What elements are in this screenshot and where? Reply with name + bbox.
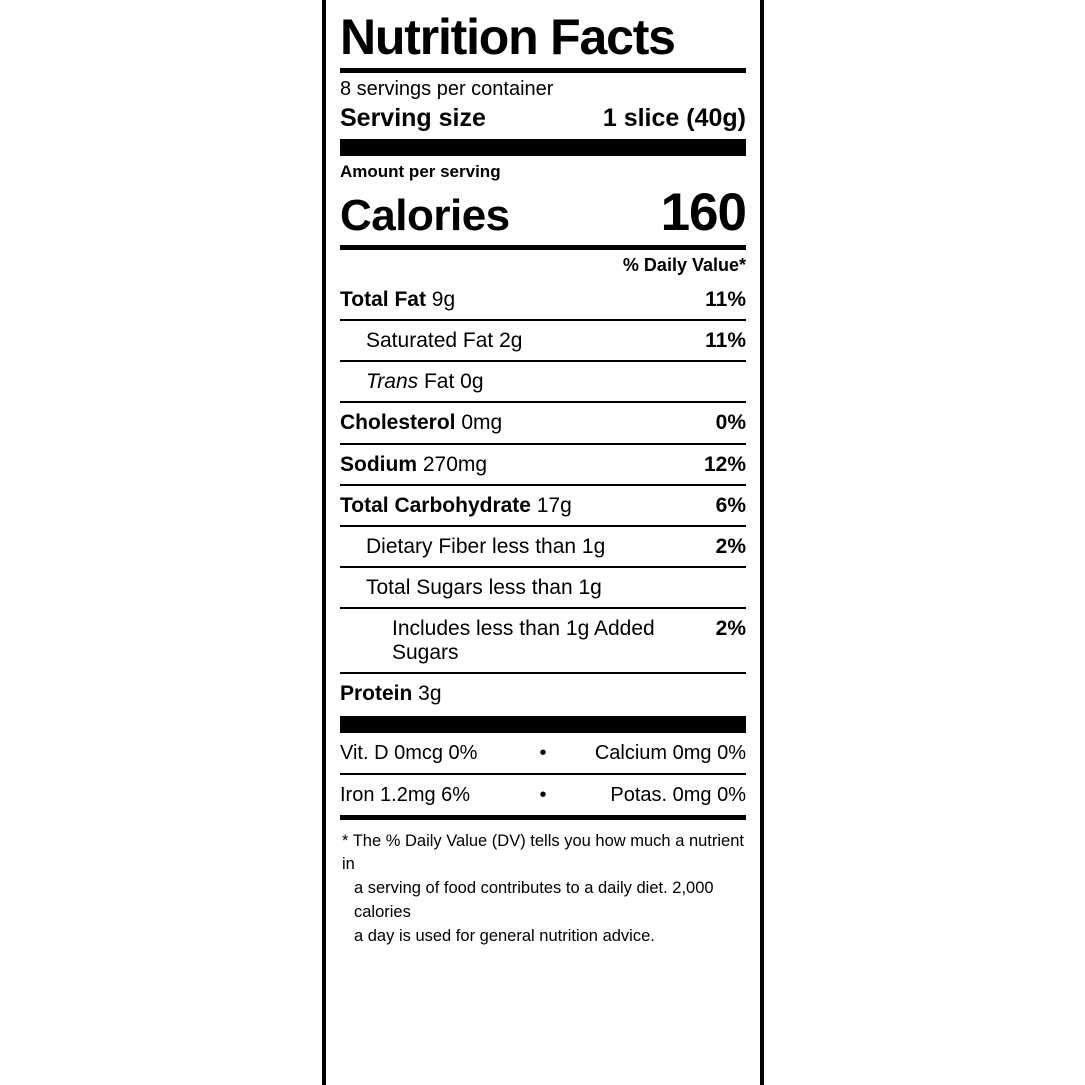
nutrient-name: Saturated Fat [366,329,494,353]
nutrient-daily-value: 6% [715,493,746,517]
daily-value-header: % Daily Value* [622,255,746,275]
nutrient-list [340,280,746,714]
nutrient-name: Includes less than 1g Added Sugars [392,617,655,665]
vitamin-right: Calcium 0mg 0% [594,741,746,764]
nutrient-row [340,319,746,360]
nutrient-name-amount [366,576,610,600]
nutrient-amount: 9g [425,288,456,311]
serving-size-value: 1 slice (40g) [602,104,746,132]
nutrient-daily-value: 2% [715,617,746,641]
nutrient-name: Sodium [340,452,417,476]
vitamin-right: Potas. 0mg 0% [610,783,746,806]
nutrient-daily-value: 11% [705,288,746,311]
nutrient-name: Dietary Fiber [366,534,487,558]
nutrient-amount: 2g [493,329,523,353]
calories-label: Calories [340,191,510,240]
divider-thick-upper [340,139,746,156]
bullet-icon: • [539,741,547,764]
nutrient-name-amount [366,370,492,394]
nutrient-name: Cholesterol [340,411,456,435]
serving-size-label: Serving size [340,104,486,132]
nutrient-daily-value: 0% [715,411,746,435]
nutrient-row [340,280,746,319]
footnote-line-2: a serving of food contributes to a daily diet. 2,000 calories [354,879,714,922]
nutrient-name: Total Carbohydrate [340,493,531,517]
nutrient-row [340,401,746,442]
nutrient-daily-value: 11% [705,329,746,353]
vitamin-left: Vit. D 0mcg 0% [340,741,478,764]
nutrient-row [340,443,746,484]
footnote [340,815,746,950]
nutrient-amount: less than 1g [486,534,606,558]
nutrient-amount: Fat 0g [418,370,484,394]
nutrient-name: Total Fat [340,288,426,311]
vitamin-row [340,733,746,773]
nutrient-amount: less than 1g [482,575,602,599]
vitamin-list [340,733,746,815]
nutrient-name-amount [340,411,510,435]
servings-per-container: 8 servings per container [340,78,554,100]
nutrient-amount: 0mg [455,411,503,435]
nutrient-name: Total Sugars [366,575,483,599]
nutrient-row [340,525,746,566]
amount-per-serving-label: Amount per serving [340,162,501,181]
nutrient-row [340,566,746,607]
nutrient-amount: 270mg [417,452,488,476]
nutrient-row [340,484,746,525]
nutrient-name-amount [366,535,613,559]
nutrient-name-amount [340,288,463,312]
nutrition-facts-panel [322,0,764,1085]
divider-thick-lower [340,716,746,733]
nutrient-name-amount [366,329,530,353]
nutrient-row [340,360,746,401]
nutrient-amount: 17g [530,493,572,517]
nutrient-amount: 3g [412,682,442,706]
nutrient-daily-value: 2% [715,534,746,558]
footnote-line-3: a day is used for general nutrition advice. [354,927,655,946]
bullet-icon: • [539,783,547,806]
nutrient-row [340,607,746,672]
serving-size-row [340,102,746,139]
nutrient-row [340,672,746,713]
nutrient-name: Protein [340,682,413,706]
vitamin-row [340,773,746,815]
vitamin-left: Iron 1.2mg 6% [340,783,471,806]
calories-row [340,182,746,245]
nutrient-name-amount [340,682,450,706]
footnote-line-1: * The % Daily Value (DV) tells you how much a nutrient in [342,831,744,874]
nutrient-daily-value: 12% [703,452,746,476]
calories-value: 160 [660,183,746,242]
nutrient-name-amount [340,453,495,477]
page-title: Nutrition Facts [340,9,675,65]
nutrient-name-amount [340,494,580,518]
nutrient-name: Trans [366,370,419,394]
nutrient-name-amount [392,617,716,665]
